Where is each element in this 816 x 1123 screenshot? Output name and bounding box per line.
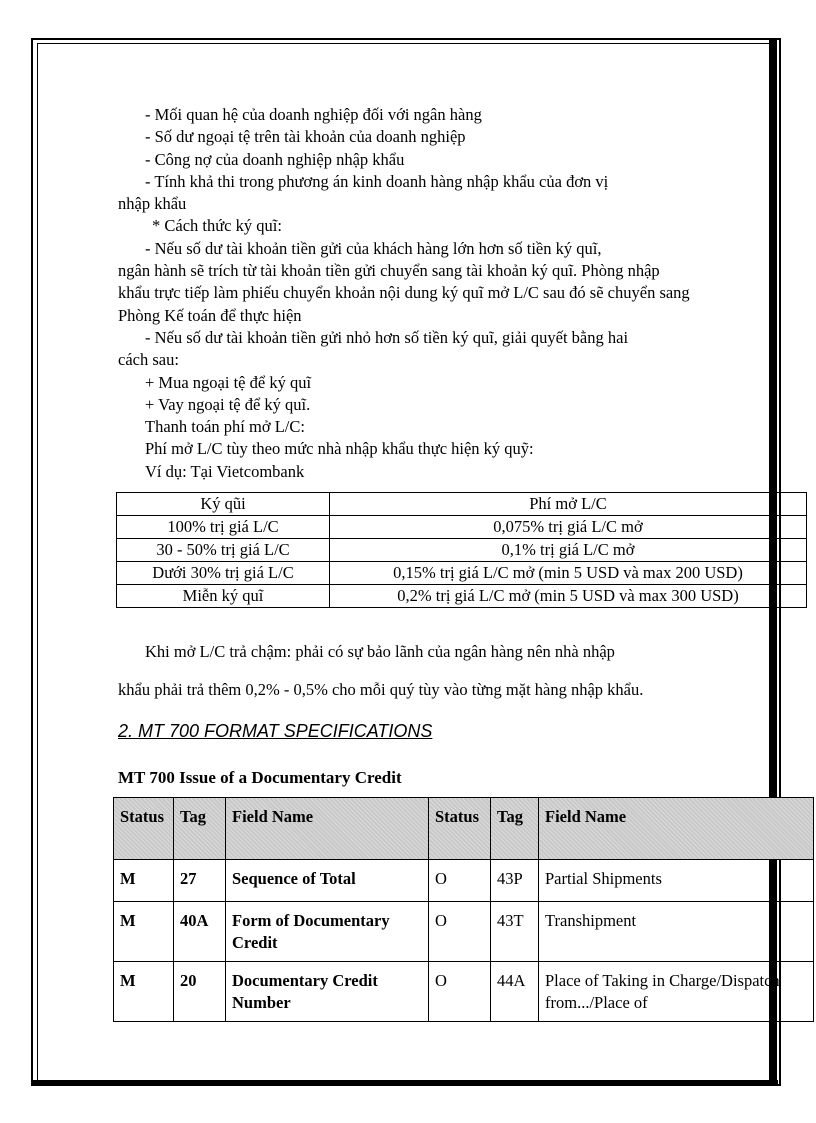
table-cell: 27 xyxy=(174,860,226,902)
intro-line: - Số dư ngoại tệ trên tài khoản của doanh nghiệp xyxy=(145,127,466,147)
table-row xyxy=(117,539,807,562)
table-cell: O xyxy=(429,860,491,902)
table-cell: 30 - 50% trị giá L/C xyxy=(117,539,330,562)
table-header-row xyxy=(117,493,807,516)
table-header: Phí mở L/C xyxy=(330,493,807,516)
deposit-paragraph-2: - Nếu số dư tài khoản tiền gửi nhỏ hơn số tiền ký quĩ, giải quyết bằng hai xyxy=(145,327,629,347)
deposit-paragraph-1: - Nếu số dư tài khoản tiền gửi của khách hàng lớn hơn số tiền ký quĩ, xyxy=(145,238,602,258)
mt-title: MT 700 Issue of a Documentary Credit xyxy=(118,768,402,787)
intro-line: - Công nợ của doanh nghiệp nhập khẩu xyxy=(145,149,405,169)
table-header: Tag xyxy=(491,798,539,860)
mt700-table xyxy=(113,797,814,1022)
intro-line: - Mối quan hệ của doanh nghiệp đối với ngân hàng xyxy=(145,105,482,124)
table-cell: 0,15% trị giá L/C mở (min 5 USD và max 200 USD) xyxy=(330,562,807,585)
deferred-paragraph xyxy=(118,624,718,718)
table-row xyxy=(114,860,814,902)
table-cell: 43P xyxy=(491,860,539,902)
intro-line: - Tính khả thi trong phương án kinh doanh hàng nhập khẩu của đơn vị xyxy=(145,171,609,191)
table-cell: 0,075% trị giá L/C mở xyxy=(330,516,807,539)
deposit-heading: * Cách thức ký quĩ: xyxy=(152,216,282,236)
table-cell: 100% trị giá L/C xyxy=(117,516,330,539)
deferred-cont: khẩu phải trả thêm 0,2% - 0,5% cho mỗi quý tùy vào từng mặt hàng nhập khẩu. xyxy=(118,680,644,700)
table-row xyxy=(117,585,807,608)
table-cell: Documentary Credit Number xyxy=(226,962,429,1022)
table-header: Field Name xyxy=(226,798,429,860)
table-cell: 20 xyxy=(174,962,226,1022)
table-cell: Partial Shipments xyxy=(539,860,814,902)
table-header: Status xyxy=(114,798,174,860)
deferred-first-line: Khi mở L/C trả chậm: phải có sự bảo lãnh của ngân hàng nên nhà nhập xyxy=(145,641,615,661)
page-border-shadow-bottom xyxy=(33,1080,778,1086)
intro-line-cont: nhập khẩu xyxy=(118,194,187,214)
section-heading: 2. MT 700 FORMAT SPECIFICATIONS xyxy=(118,721,433,741)
table-cell: 40A xyxy=(174,902,226,962)
table-row xyxy=(117,562,807,585)
table-row xyxy=(114,902,814,962)
deposit-paragraph-1-cont: ngân hành sẽ trích từ tài khoản tiền gửi chuyển sang tài khoản ký quĩ. Phòng nhập khẩu trực tiếp làm phiếu chuyển khoản nội dung ký quĩ mở L/C sau đó sẽ chuyển sang Phòng Kế toán để thực hiện xyxy=(118,261,690,325)
table-cell: 43T xyxy=(491,902,539,962)
table-cell: Place of Taking in Charge/Dispatch from.../Place of xyxy=(539,962,814,1022)
fee-table xyxy=(116,492,807,608)
fee-heading: Thanh toán phí mở L/C: xyxy=(145,417,305,437)
table-header: Ký qũi xyxy=(117,493,330,516)
table-cell: Form of Documentary Credit xyxy=(226,902,429,962)
fee-example: Ví dụ: Tại Vietcombank xyxy=(145,461,305,481)
table-cell: M xyxy=(114,962,174,1022)
table-header: Status xyxy=(429,798,491,860)
table-row xyxy=(114,962,814,1022)
table-cell: Sequence of Total xyxy=(226,860,429,902)
table-cell: 0,1% trị giá L/C mở xyxy=(330,539,807,562)
table-cell: O xyxy=(429,902,491,962)
table-header: Field Name xyxy=(539,798,814,860)
table-cell: Dưới 30% trị giá L/C xyxy=(117,562,330,585)
table-cell: 44A xyxy=(491,962,539,1022)
fee-description: Phí mở L/C tùy theo mức nhà nhập khẩu thực hiện ký quỹ: xyxy=(145,439,534,459)
table-header-row xyxy=(114,798,814,860)
table-cell: M xyxy=(114,902,174,962)
table-row xyxy=(117,516,807,539)
table-cell: 0,2% trị giá L/C mở (min 5 USD và max 300 USD) xyxy=(330,585,807,608)
option-borrow: + Vay ngoại tệ để ký quĩ. xyxy=(145,394,311,414)
table-cell: M xyxy=(114,860,174,902)
body-text xyxy=(118,104,718,483)
table-cell: O xyxy=(429,962,491,1022)
table-cell: Miễn ký quĩ xyxy=(117,585,330,608)
deposit-paragraph-2-cont: cách sau: xyxy=(118,350,179,370)
table-header: Tag xyxy=(174,798,226,860)
table-cell: Transhipment xyxy=(539,902,814,962)
option-buy: + Mua ngoại tệ để ký quĩ xyxy=(145,372,312,392)
